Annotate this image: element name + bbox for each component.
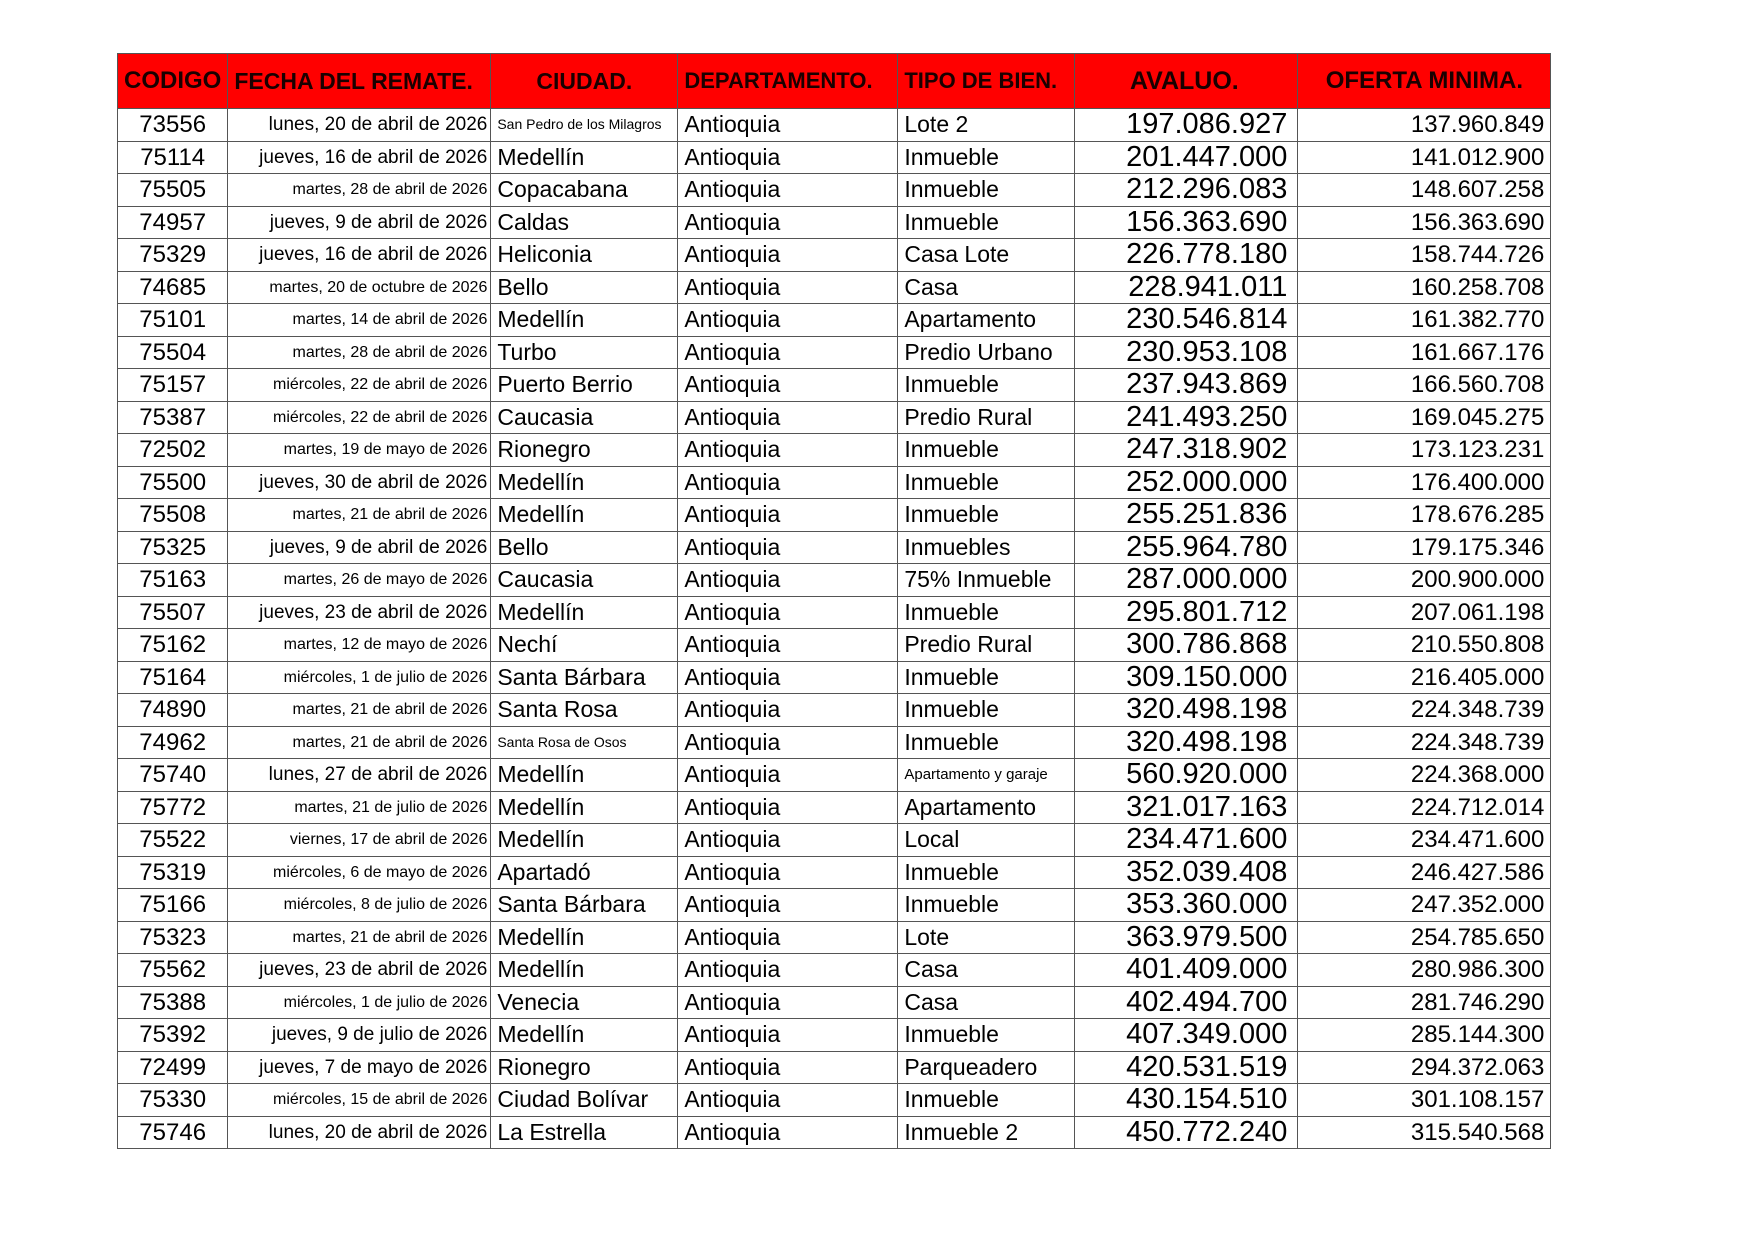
- cell-avaluo: 197.086.927: [1075, 109, 1298, 142]
- cell-ciudad: Bello: [491, 531, 678, 564]
- cell-oferta: 161.382.770: [1298, 304, 1551, 337]
- cell-oferta: 285.144.300: [1298, 1019, 1551, 1052]
- table-row: [118, 271, 1551, 304]
- cell-codigo: 74685: [118, 271, 228, 304]
- table-row: [118, 434, 1551, 467]
- cell-departamento: Antioquia: [678, 109, 898, 142]
- cell-oferta: 141.012.900: [1298, 141, 1551, 174]
- cell-oferta: 224.348.739: [1298, 694, 1551, 727]
- cell-oferta: 200.900.000: [1298, 564, 1551, 597]
- cell-fecha: martes, 21 de abril de 2026: [228, 694, 491, 727]
- cell-avaluo: 363.979.500: [1075, 921, 1298, 954]
- table-row: [118, 531, 1551, 564]
- cell-ciudad: Medellín: [491, 466, 678, 499]
- cell-departamento: Antioquia: [678, 791, 898, 824]
- cell-fecha: martes, 21 de julio de 2026: [228, 791, 491, 824]
- cell-tipo: Casa Lote: [898, 239, 1075, 272]
- cell-departamento: Antioquia: [678, 531, 898, 564]
- cell-codigo: 75772: [118, 791, 228, 824]
- cell-fecha: martes, 20 de octubre de 2026: [228, 271, 491, 304]
- cell-codigo: 75507: [118, 596, 228, 629]
- cell-tipo: Inmueble: [898, 141, 1075, 174]
- cell-codigo: 75325: [118, 531, 228, 564]
- cell-ciudad: Medellín: [491, 499, 678, 532]
- cell-tipo: Inmueble: [898, 369, 1075, 402]
- table-row: [118, 564, 1551, 597]
- cell-fecha: viernes, 17 de abril de 2026: [228, 824, 491, 857]
- table-row: [118, 726, 1551, 759]
- table-row: [118, 629, 1551, 662]
- cell-tipo: Inmueble: [898, 499, 1075, 532]
- cell-tipo: Inmueble: [898, 726, 1075, 759]
- header-fecha: FECHA DEL REMATE.: [228, 54, 491, 109]
- cell-avaluo: 252.000.000: [1075, 466, 1298, 499]
- table-row: [118, 824, 1551, 857]
- cell-fecha: lunes, 20 de abril de 2026: [228, 1116, 491, 1149]
- cell-fecha: martes, 26 de mayo de 2026: [228, 564, 491, 597]
- cell-ciudad: Caucasia: [491, 564, 678, 597]
- cell-ciudad: Medellín: [491, 1019, 678, 1052]
- cell-tipo: Lote: [898, 921, 1075, 954]
- cell-departamento: Antioquia: [678, 1019, 898, 1052]
- cell-codigo: 75740: [118, 759, 228, 792]
- cell-fecha: miércoles, 22 de abril de 2026: [228, 369, 491, 402]
- cell-tipo: Inmueble: [898, 174, 1075, 207]
- cell-departamento: Antioquia: [678, 499, 898, 532]
- cell-tipo: Inmueble: [898, 1019, 1075, 1052]
- cell-avaluo: 212.296.083: [1075, 174, 1298, 207]
- cell-ciudad: Caucasia: [491, 401, 678, 434]
- cell-codigo: 75162: [118, 629, 228, 662]
- cell-oferta: 161.667.176: [1298, 336, 1551, 369]
- cell-avaluo: 237.943.869: [1075, 369, 1298, 402]
- cell-fecha: martes, 28 de abril de 2026: [228, 336, 491, 369]
- cell-departamento: Antioquia: [678, 921, 898, 954]
- cell-codigo: 75319: [118, 856, 228, 889]
- cell-oferta: 178.676.285: [1298, 499, 1551, 532]
- cell-codigo: 74962: [118, 726, 228, 759]
- cell-avaluo: 156.363.690: [1075, 206, 1298, 239]
- cell-oferta: 137.960.849: [1298, 109, 1551, 142]
- table-row: [118, 694, 1551, 727]
- cell-avaluo: 247.318.902: [1075, 434, 1298, 467]
- cell-codigo: 75388: [118, 986, 228, 1019]
- cell-oferta: 166.560.708: [1298, 369, 1551, 402]
- cell-ciudad: Medellín: [491, 791, 678, 824]
- cell-avaluo: 228.941.011: [1075, 271, 1298, 304]
- cell-departamento: Antioquia: [678, 694, 898, 727]
- table-row: [118, 1019, 1551, 1052]
- cell-fecha: miércoles, 8 de julio de 2026: [228, 889, 491, 922]
- cell-departamento: Antioquia: [678, 596, 898, 629]
- table-row: [118, 109, 1551, 142]
- cell-tipo: Inmueble: [898, 661, 1075, 694]
- cell-fecha: miércoles, 1 de julio de 2026: [228, 661, 491, 694]
- cell-tipo: Casa: [898, 954, 1075, 987]
- cell-codigo: 75522: [118, 824, 228, 857]
- cell-oferta: 176.400.000: [1298, 466, 1551, 499]
- cell-departamento: Antioquia: [678, 759, 898, 792]
- cell-departamento: Antioquia: [678, 206, 898, 239]
- cell-fecha: martes, 12 de mayo de 2026: [228, 629, 491, 662]
- cell-departamento: Antioquia: [678, 141, 898, 174]
- cell-departamento: Antioquia: [678, 1116, 898, 1149]
- cell-tipo: Lote 2: [898, 109, 1075, 142]
- cell-oferta: 254.785.650: [1298, 921, 1551, 954]
- cell-fecha: miércoles, 22 de abril de 2026: [228, 401, 491, 434]
- cell-departamento: Antioquia: [678, 954, 898, 987]
- cell-ciudad: Nechí: [491, 629, 678, 662]
- cell-ciudad: Medellín: [491, 304, 678, 337]
- cell-avaluo: 353.360.000: [1075, 889, 1298, 922]
- table-row: [118, 401, 1551, 434]
- header-oferta: OFERTA MINIMA.: [1298, 54, 1551, 109]
- cell-avaluo: 401.409.000: [1075, 954, 1298, 987]
- cell-fecha: jueves, 9 de julio de 2026: [228, 1019, 491, 1052]
- table-row: [118, 466, 1551, 499]
- table-row: [118, 1051, 1551, 1084]
- cell-avaluo: 255.964.780: [1075, 531, 1298, 564]
- table-row: [118, 1116, 1551, 1149]
- cell-fecha: jueves, 9 de abril de 2026: [228, 531, 491, 564]
- table-row: [118, 791, 1551, 824]
- cell-fecha: jueves, 30 de abril de 2026: [228, 466, 491, 499]
- header-tipo: TIPO DE BIEN.: [898, 54, 1075, 109]
- cell-avaluo: 295.801.712: [1075, 596, 1298, 629]
- cell-fecha: miércoles, 6 de mayo de 2026: [228, 856, 491, 889]
- cell-oferta: 247.352.000: [1298, 889, 1551, 922]
- cell-tipo: Casa: [898, 986, 1075, 1019]
- cell-avaluo: 560.920.000: [1075, 759, 1298, 792]
- table-row: [118, 921, 1551, 954]
- cell-ciudad: Copacabana: [491, 174, 678, 207]
- header-codigo: CODIGO: [118, 54, 228, 109]
- table-row: [118, 369, 1551, 402]
- table-row: [118, 1084, 1551, 1117]
- cell-ciudad: Medellín: [491, 759, 678, 792]
- cell-tipo: Apartamento: [898, 304, 1075, 337]
- cell-ciudad: Medellín: [491, 596, 678, 629]
- cell-codigo: 75508: [118, 499, 228, 532]
- table-row: [118, 304, 1551, 337]
- cell-avaluo: 450.772.240: [1075, 1116, 1298, 1149]
- cell-codigo: 74890: [118, 694, 228, 727]
- cell-fecha: jueves, 16 de abril de 2026: [228, 239, 491, 272]
- auction-table: [117, 53, 1551, 1149]
- cell-fecha: martes, 19 de mayo de 2026: [228, 434, 491, 467]
- cell-codigo: 72499: [118, 1051, 228, 1084]
- cell-departamento: Antioquia: [678, 629, 898, 662]
- cell-avaluo: 321.017.163: [1075, 791, 1298, 824]
- cell-codigo: 75163: [118, 564, 228, 597]
- cell-tipo: Inmueble: [898, 1084, 1075, 1117]
- cell-fecha: martes, 21 de abril de 2026: [228, 726, 491, 759]
- cell-ciudad: Santa Bárbara: [491, 889, 678, 922]
- cell-tipo: 75% Inmueble: [898, 564, 1075, 597]
- cell-tipo: Inmueble: [898, 434, 1075, 467]
- cell-avaluo: 420.531.519: [1075, 1051, 1298, 1084]
- cell-codigo: 75101: [118, 304, 228, 337]
- cell-codigo: 75500: [118, 466, 228, 499]
- cell-avaluo: 320.498.198: [1075, 726, 1298, 759]
- cell-avaluo: 320.498.198: [1075, 694, 1298, 727]
- cell-codigo: 72502: [118, 434, 228, 467]
- cell-oferta: 148.607.258: [1298, 174, 1551, 207]
- cell-ciudad: Heliconia: [491, 239, 678, 272]
- cell-departamento: Antioquia: [678, 661, 898, 694]
- cell-fecha: jueves, 7 de mayo de 2026: [228, 1051, 491, 1084]
- table-row: [118, 141, 1551, 174]
- cell-codigo: 74957: [118, 206, 228, 239]
- header-departamento: DEPARTAMENTO.: [678, 54, 898, 109]
- auction-table-sheet: [117, 53, 1551, 1149]
- header-ciudad: CIUDAD.: [491, 54, 678, 109]
- cell-fecha: miércoles, 15 de abril de 2026: [228, 1084, 491, 1117]
- cell-oferta: 224.348.739: [1298, 726, 1551, 759]
- cell-codigo: 75505: [118, 174, 228, 207]
- cell-avaluo: 234.471.600: [1075, 824, 1298, 857]
- cell-ciudad: Santa Bárbara: [491, 661, 678, 694]
- cell-oferta: 281.746.290: [1298, 986, 1551, 1019]
- cell-fecha: jueves, 9 de abril de 2026: [228, 206, 491, 239]
- cell-ciudad: Santa Rosa: [491, 694, 678, 727]
- cell-departamento: Antioquia: [678, 304, 898, 337]
- cell-tipo: Inmueble: [898, 466, 1075, 499]
- cell-fecha: jueves, 23 de abril de 2026: [228, 954, 491, 987]
- cell-tipo: Parqueadero: [898, 1051, 1075, 1084]
- cell-fecha: lunes, 20 de abril de 2026: [228, 109, 491, 142]
- cell-avaluo: 230.546.814: [1075, 304, 1298, 337]
- cell-avaluo: 407.349.000: [1075, 1019, 1298, 1052]
- cell-fecha: jueves, 16 de abril de 2026: [228, 141, 491, 174]
- cell-departamento: Antioquia: [678, 889, 898, 922]
- cell-ciudad: La Estrella: [491, 1116, 678, 1149]
- cell-oferta: 280.986.300: [1298, 954, 1551, 987]
- cell-departamento: Antioquia: [678, 466, 898, 499]
- cell-tipo: Inmueble: [898, 596, 1075, 629]
- cell-ciudad: Bello: [491, 271, 678, 304]
- cell-departamento: Antioquia: [678, 1084, 898, 1117]
- table-row: [118, 596, 1551, 629]
- cell-oferta: 224.712.014: [1298, 791, 1551, 824]
- cell-ciudad: Apartadó: [491, 856, 678, 889]
- cell-avaluo: 201.447.000: [1075, 141, 1298, 174]
- cell-avaluo: 309.150.000: [1075, 661, 1298, 694]
- cell-oferta: 173.123.231: [1298, 434, 1551, 467]
- cell-codigo: 75166: [118, 889, 228, 922]
- cell-ciudad: Medellín: [491, 824, 678, 857]
- cell-tipo: Apartamento y garaje: [898, 759, 1075, 792]
- cell-ciudad: Santa Rosa de Osos: [491, 726, 678, 759]
- cell-avaluo: 226.778.180: [1075, 239, 1298, 272]
- cell-codigo: 75329: [118, 239, 228, 272]
- cell-departamento: Antioquia: [678, 239, 898, 272]
- cell-ciudad: Rionegro: [491, 434, 678, 467]
- cell-avaluo: 300.786.868: [1075, 629, 1298, 662]
- cell-departamento: Antioquia: [678, 336, 898, 369]
- cell-oferta: 234.471.600: [1298, 824, 1551, 857]
- cell-codigo: 75164: [118, 661, 228, 694]
- cell-ciudad: Caldas: [491, 206, 678, 239]
- cell-departamento: Antioquia: [678, 434, 898, 467]
- cell-codigo: 75392: [118, 1019, 228, 1052]
- cell-fecha: martes, 14 de abril de 2026: [228, 304, 491, 337]
- cell-codigo: 75157: [118, 369, 228, 402]
- cell-departamento: Antioquia: [678, 1051, 898, 1084]
- cell-oferta: 210.550.808: [1298, 629, 1551, 662]
- cell-departamento: Antioquia: [678, 986, 898, 1019]
- cell-ciudad: Medellín: [491, 954, 678, 987]
- table-row: [118, 206, 1551, 239]
- cell-tipo: Inmueble 2: [898, 1116, 1075, 1149]
- cell-ciudad: Venecia: [491, 986, 678, 1019]
- cell-fecha: martes, 21 de abril de 2026: [228, 499, 491, 532]
- cell-codigo: 75330: [118, 1084, 228, 1117]
- cell-departamento: Antioquia: [678, 726, 898, 759]
- cell-departamento: Antioquia: [678, 174, 898, 207]
- header-avaluo: AVALUO.: [1075, 54, 1298, 109]
- cell-avaluo: 430.154.510: [1075, 1084, 1298, 1117]
- cell-fecha: lunes, 27 de abril de 2026: [228, 759, 491, 792]
- cell-ciudad: Medellín: [491, 921, 678, 954]
- cell-codigo: 75114: [118, 141, 228, 174]
- table-row: [118, 856, 1551, 889]
- table-row: [118, 986, 1551, 1019]
- cell-codigo: 75323: [118, 921, 228, 954]
- cell-oferta: 160.258.708: [1298, 271, 1551, 304]
- cell-avaluo: 255.251.836: [1075, 499, 1298, 532]
- cell-tipo: Inmueble: [898, 206, 1075, 239]
- cell-ciudad: Ciudad Bolívar: [491, 1084, 678, 1117]
- cell-ciudad: Rionegro: [491, 1051, 678, 1084]
- cell-fecha: martes, 21 de abril de 2026: [228, 921, 491, 954]
- cell-avaluo: 241.493.250: [1075, 401, 1298, 434]
- cell-avaluo: 287.000.000: [1075, 564, 1298, 597]
- cell-departamento: Antioquia: [678, 271, 898, 304]
- cell-codigo: 75562: [118, 954, 228, 987]
- table-body: [118, 109, 1551, 1149]
- cell-codigo: 73556: [118, 109, 228, 142]
- cell-departamento: Antioquia: [678, 856, 898, 889]
- cell-oferta: 315.540.568: [1298, 1116, 1551, 1149]
- cell-fecha: jueves, 23 de abril de 2026: [228, 596, 491, 629]
- cell-tipo: Predio Rural: [898, 629, 1075, 662]
- table-row: [118, 336, 1551, 369]
- cell-departamento: Antioquia: [678, 369, 898, 402]
- cell-oferta: 294.372.063: [1298, 1051, 1551, 1084]
- cell-oferta: 169.045.275: [1298, 401, 1551, 434]
- cell-tipo: Apartamento: [898, 791, 1075, 824]
- cell-tipo: Inmueble: [898, 889, 1075, 922]
- cell-tipo: Local: [898, 824, 1075, 857]
- table-row: [118, 661, 1551, 694]
- cell-oferta: 207.061.198: [1298, 596, 1551, 629]
- cell-oferta: 158.744.726: [1298, 239, 1551, 272]
- table-row: [118, 499, 1551, 532]
- cell-fecha: miércoles, 1 de julio de 2026: [228, 986, 491, 1019]
- cell-avaluo: 352.039.408: [1075, 856, 1298, 889]
- cell-oferta: 179.175.346: [1298, 531, 1551, 564]
- cell-tipo: Predio Urbano: [898, 336, 1075, 369]
- cell-codigo: 75387: [118, 401, 228, 434]
- cell-ciudad: Puerto Berrio: [491, 369, 678, 402]
- cell-codigo: 75504: [118, 336, 228, 369]
- cell-departamento: Antioquia: [678, 824, 898, 857]
- cell-ciudad: Medellín: [491, 141, 678, 174]
- cell-codigo: 75746: [118, 1116, 228, 1149]
- cell-oferta: 246.427.586: [1298, 856, 1551, 889]
- cell-tipo: Predio Rural: [898, 401, 1075, 434]
- table-row: [118, 174, 1551, 207]
- cell-departamento: Antioquia: [678, 564, 898, 597]
- table-row: [118, 759, 1551, 792]
- cell-avaluo: 402.494.700: [1075, 986, 1298, 1019]
- cell-avaluo: 230.953.108: [1075, 336, 1298, 369]
- cell-oferta: 216.405.000: [1298, 661, 1551, 694]
- cell-departamento: Antioquia: [678, 401, 898, 434]
- cell-ciudad: Turbo: [491, 336, 678, 369]
- cell-tipo: Inmuebles: [898, 531, 1075, 564]
- cell-ciudad: San Pedro de los Milagros: [491, 109, 678, 142]
- cell-tipo: Casa: [898, 271, 1075, 304]
- table-row: [118, 239, 1551, 272]
- table-row: [118, 954, 1551, 987]
- cell-oferta: 224.368.000: [1298, 759, 1551, 792]
- table-header-row: [118, 54, 1551, 109]
- table-row: [118, 889, 1551, 922]
- cell-oferta: 156.363.690: [1298, 206, 1551, 239]
- cell-fecha: martes, 28 de abril de 2026: [228, 174, 491, 207]
- cell-tipo: Inmueble: [898, 694, 1075, 727]
- cell-oferta: 301.108.157: [1298, 1084, 1551, 1117]
- cell-tipo: Inmueble: [898, 856, 1075, 889]
